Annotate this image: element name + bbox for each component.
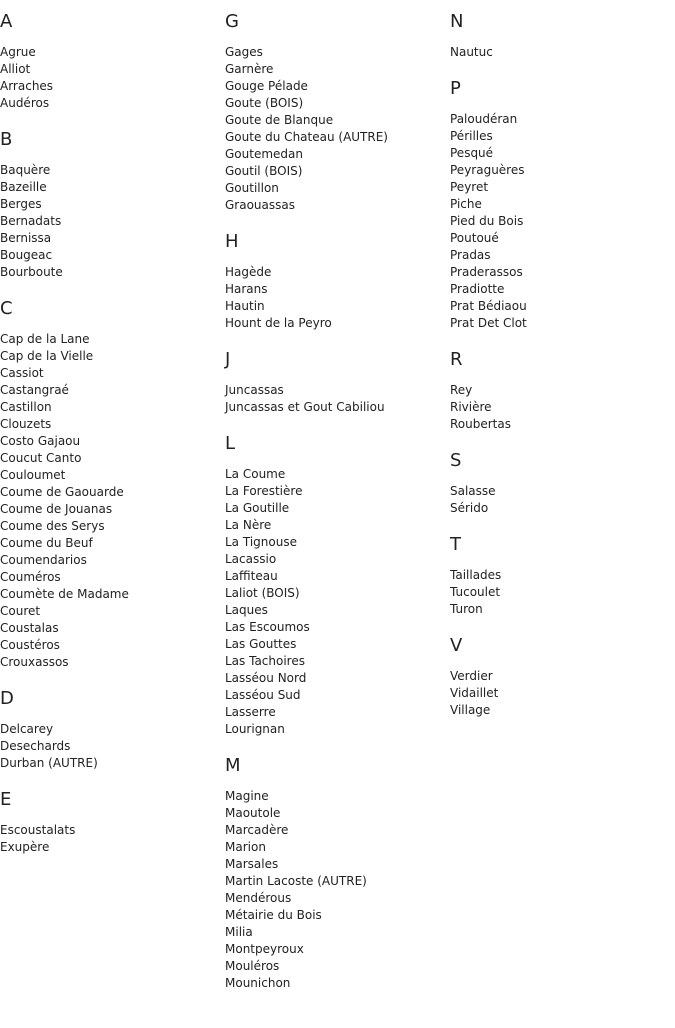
section-letter-heading: C [0,298,13,319]
place-list [225,788,445,992]
place-link[interactable]: Martin Lacoste (AUTRE) [225,874,367,888]
section-letter-heading: H [225,231,239,252]
place-link[interactable]: Baquère [0,163,51,177]
place-link[interactable]: Costo Gajaou [0,434,81,448]
section-letter-heading: E [0,789,12,810]
place-link[interactable]: Peyraguères [450,163,525,177]
place-list [225,382,445,416]
place-link[interactable]: Coume de Gaouarde [0,485,124,499]
place-link[interactable]: Lacassio [225,552,277,566]
index-column-1 [0,10,220,872]
place-link[interactable]: Lasséou Nord [225,671,307,685]
place-link[interactable]: Mendérous [225,891,292,905]
place-list [450,111,670,332]
place-link[interactable]: La Goutille [225,501,290,515]
place-link[interactable]: Coustéros [0,638,60,652]
place-link[interactable]: Bernissa [0,231,52,245]
place-link[interactable]: La Coume [225,467,286,481]
place-link[interactable]: Montpeyroux [225,942,304,956]
place-link[interactable]: Coume du Beuf [0,536,93,550]
place-link[interactable]: Laques [225,603,268,617]
place-link[interactable]: Paloudéran [450,112,518,126]
section-letter-heading: A [0,11,13,32]
place-link[interactable]: Vidaillet [450,686,499,700]
section-letter-heading: V [450,635,463,656]
section-letter-heading: M [225,755,241,776]
place-link[interactable]: Coume des Serys [0,519,105,533]
place-link[interactable]: Lourignan [225,722,285,736]
place-link[interactable]: Hount de la Peyro [225,316,332,330]
place-link[interactable]: Couloumet [0,468,66,482]
letter-section [225,432,445,738]
place-link[interactable]: Desechards [0,739,71,753]
section-letter-heading: L [225,433,236,454]
place-link[interactable]: Alliot [0,62,31,76]
place-link[interactable]: Goutemedan [225,147,303,161]
place-list [0,331,220,671]
place-link[interactable]: Durban (AUTRE) [0,756,98,770]
place-link[interactable]: Salasse [450,484,496,498]
place-link[interactable]: Goute du Chateau (AUTRE) [225,130,388,144]
section-letter-heading: T [450,534,461,555]
place-link[interactable]: Sérido [450,501,489,515]
place-link[interactable]: Turon [450,602,483,616]
place-list [225,264,445,332]
place-link[interactable]: Mouléros [225,959,280,973]
place-link[interactable]: Cap de la Lane [0,332,90,346]
section-letter-heading: D [0,688,14,709]
place-list [450,44,670,61]
place-link[interactable]: Coumendarios [0,553,87,567]
letter-section [0,297,220,671]
place-link[interactable]: Mounichon [225,976,291,990]
place-list [225,466,445,738]
place-list [0,721,220,772]
place-link[interactable]: Prat Det Clot [450,316,527,330]
place-link[interactable]: Métairie du Bois [225,908,322,922]
section-letter-heading: G [225,11,239,32]
place-link[interactable]: Castillon [0,400,52,414]
letter-section [450,10,670,61]
place-link[interactable]: Marcadère [225,823,289,837]
place-link[interactable]: Praderassos [450,265,523,279]
place-link[interactable]: Juncassas et Gout Cabiliou [225,400,385,414]
place-link[interactable]: Escoustalats [0,823,76,837]
place-list [0,44,220,112]
letter-section [450,77,670,332]
letter-section [0,788,220,856]
place-link[interactable]: Garnère [225,62,274,76]
letter-section [450,634,670,719]
place-link[interactable]: Bougeac [0,248,53,262]
place-list [0,162,220,281]
place-list [450,483,670,517]
place-link[interactable]: Graouassas [225,198,295,212]
section-letter-heading: J [225,349,231,370]
place-link[interactable]: Cap de la Vielle [0,349,94,363]
index-column-3 [450,10,670,735]
place-link[interactable]: Audéros [0,96,50,110]
place-link[interactable]: Las Escoumos [225,620,310,634]
section-letter-heading: N [450,11,464,32]
letter-section [450,348,670,433]
section-letter-heading: P [450,78,461,99]
place-link[interactable]: Marion [225,840,266,854]
place-link[interactable]: Hautin [225,299,265,313]
letter-section [225,754,445,992]
place-link[interactable]: Bazeille [0,180,47,194]
place-list [225,44,445,214]
place-link[interactable]: Agrue [0,45,36,59]
place-link[interactable]: Goute (BOIS) [225,96,304,110]
place-link[interactable]: Village [450,703,491,717]
place-link[interactable]: Goute de Blanque [225,113,334,127]
letter-section [225,230,445,332]
place-link[interactable]: Goutil (BOIS) [225,164,303,178]
place-link[interactable]: Delcarey [0,722,54,736]
place-list [450,567,670,618]
place-link[interactable]: Cassiot [0,366,44,380]
place-link[interactable]: La Nère [225,518,272,532]
place-link[interactable]: Milia [225,925,253,939]
place-link[interactable]: Las Tachoires [225,654,305,668]
place-link[interactable]: Crouxassos [0,655,69,669]
place-link[interactable]: Lasserre [225,705,276,719]
place-link[interactable]: La Tignouse [225,535,297,549]
place-link[interactable]: Hagède [225,265,272,279]
place-link[interactable]: Pesqué [450,146,494,160]
place-link[interactable]: La Forestière [225,484,303,498]
place-link[interactable]: Berges [0,197,42,211]
place-link[interactable]: Rey [450,383,473,397]
place-link[interactable]: Lasséou Sud [225,688,301,702]
section-letter-heading: B [0,129,13,150]
place-link[interactable]: Pradiotte [450,282,505,296]
place-link[interactable]: Gouge Pélade [225,79,308,93]
place-link[interactable]: Goutillon [225,181,279,195]
place-link[interactable]: Marsales [225,857,279,871]
place-link[interactable]: Verdier [450,669,493,683]
section-letter-heading: R [450,349,463,370]
place-link[interactable]: Juncassas [225,383,284,397]
letter-section [450,533,670,618]
index-column-2 [225,10,445,1008]
section-letter-heading: S [450,450,462,471]
place-link[interactable]: Arraches [0,79,54,93]
place-link[interactable]: Laliot (BOIS) [225,586,300,600]
place-link[interactable]: Laffiteau [225,569,278,583]
letter-section [0,128,220,281]
place-link[interactable]: Pradas [450,248,491,262]
place-link[interactable]: Roubertas [450,417,511,431]
letter-section [225,348,445,416]
place-link[interactable]: Bourboute [0,265,63,279]
place-link[interactable]: Taillades [450,568,502,582]
place-link[interactable]: Piche [450,197,482,211]
place-link[interactable]: Pied du Bois [450,214,524,228]
letter-section [450,449,670,517]
place-link[interactable]: Couret [0,604,41,618]
place-link[interactable]: Couméros [0,570,61,584]
place-link[interactable]: Prat Bédiaou [450,299,527,313]
place-link[interactable]: Castangraé [0,383,69,397]
place-link[interactable]: Périlles [450,129,493,143]
place-link[interactable]: Tucoulet [450,585,501,599]
place-link[interactable]: Poutoué [450,231,499,245]
place-link[interactable]: Las Gouttes [225,637,297,651]
place-link[interactable]: Maoutole [225,806,281,820]
place-link[interactable]: Coumète de Madame [0,587,129,601]
place-link[interactable]: Exupère [0,840,50,854]
place-link[interactable]: Rivière [450,400,492,414]
place-link[interactable]: Clouzets [0,417,52,431]
place-link[interactable]: Magine [225,789,269,803]
place-list [450,668,670,719]
letter-section [225,10,445,214]
place-link[interactable]: Harans [225,282,268,296]
place-link[interactable]: Nautuc [450,45,493,59]
place-link[interactable]: Gages [225,45,263,59]
letter-section [0,687,220,772]
place-link[interactable]: Bernadats [0,214,62,228]
place-link[interactable]: Coume de Jouanas [0,502,113,516]
place-link[interactable]: Coustalas [0,621,59,635]
place-link[interactable]: Coucut Canto [0,451,82,465]
letter-section [0,10,220,112]
place-link[interactable]: Peyret [450,180,489,194]
place-list [450,382,670,433]
place-list [0,822,220,856]
